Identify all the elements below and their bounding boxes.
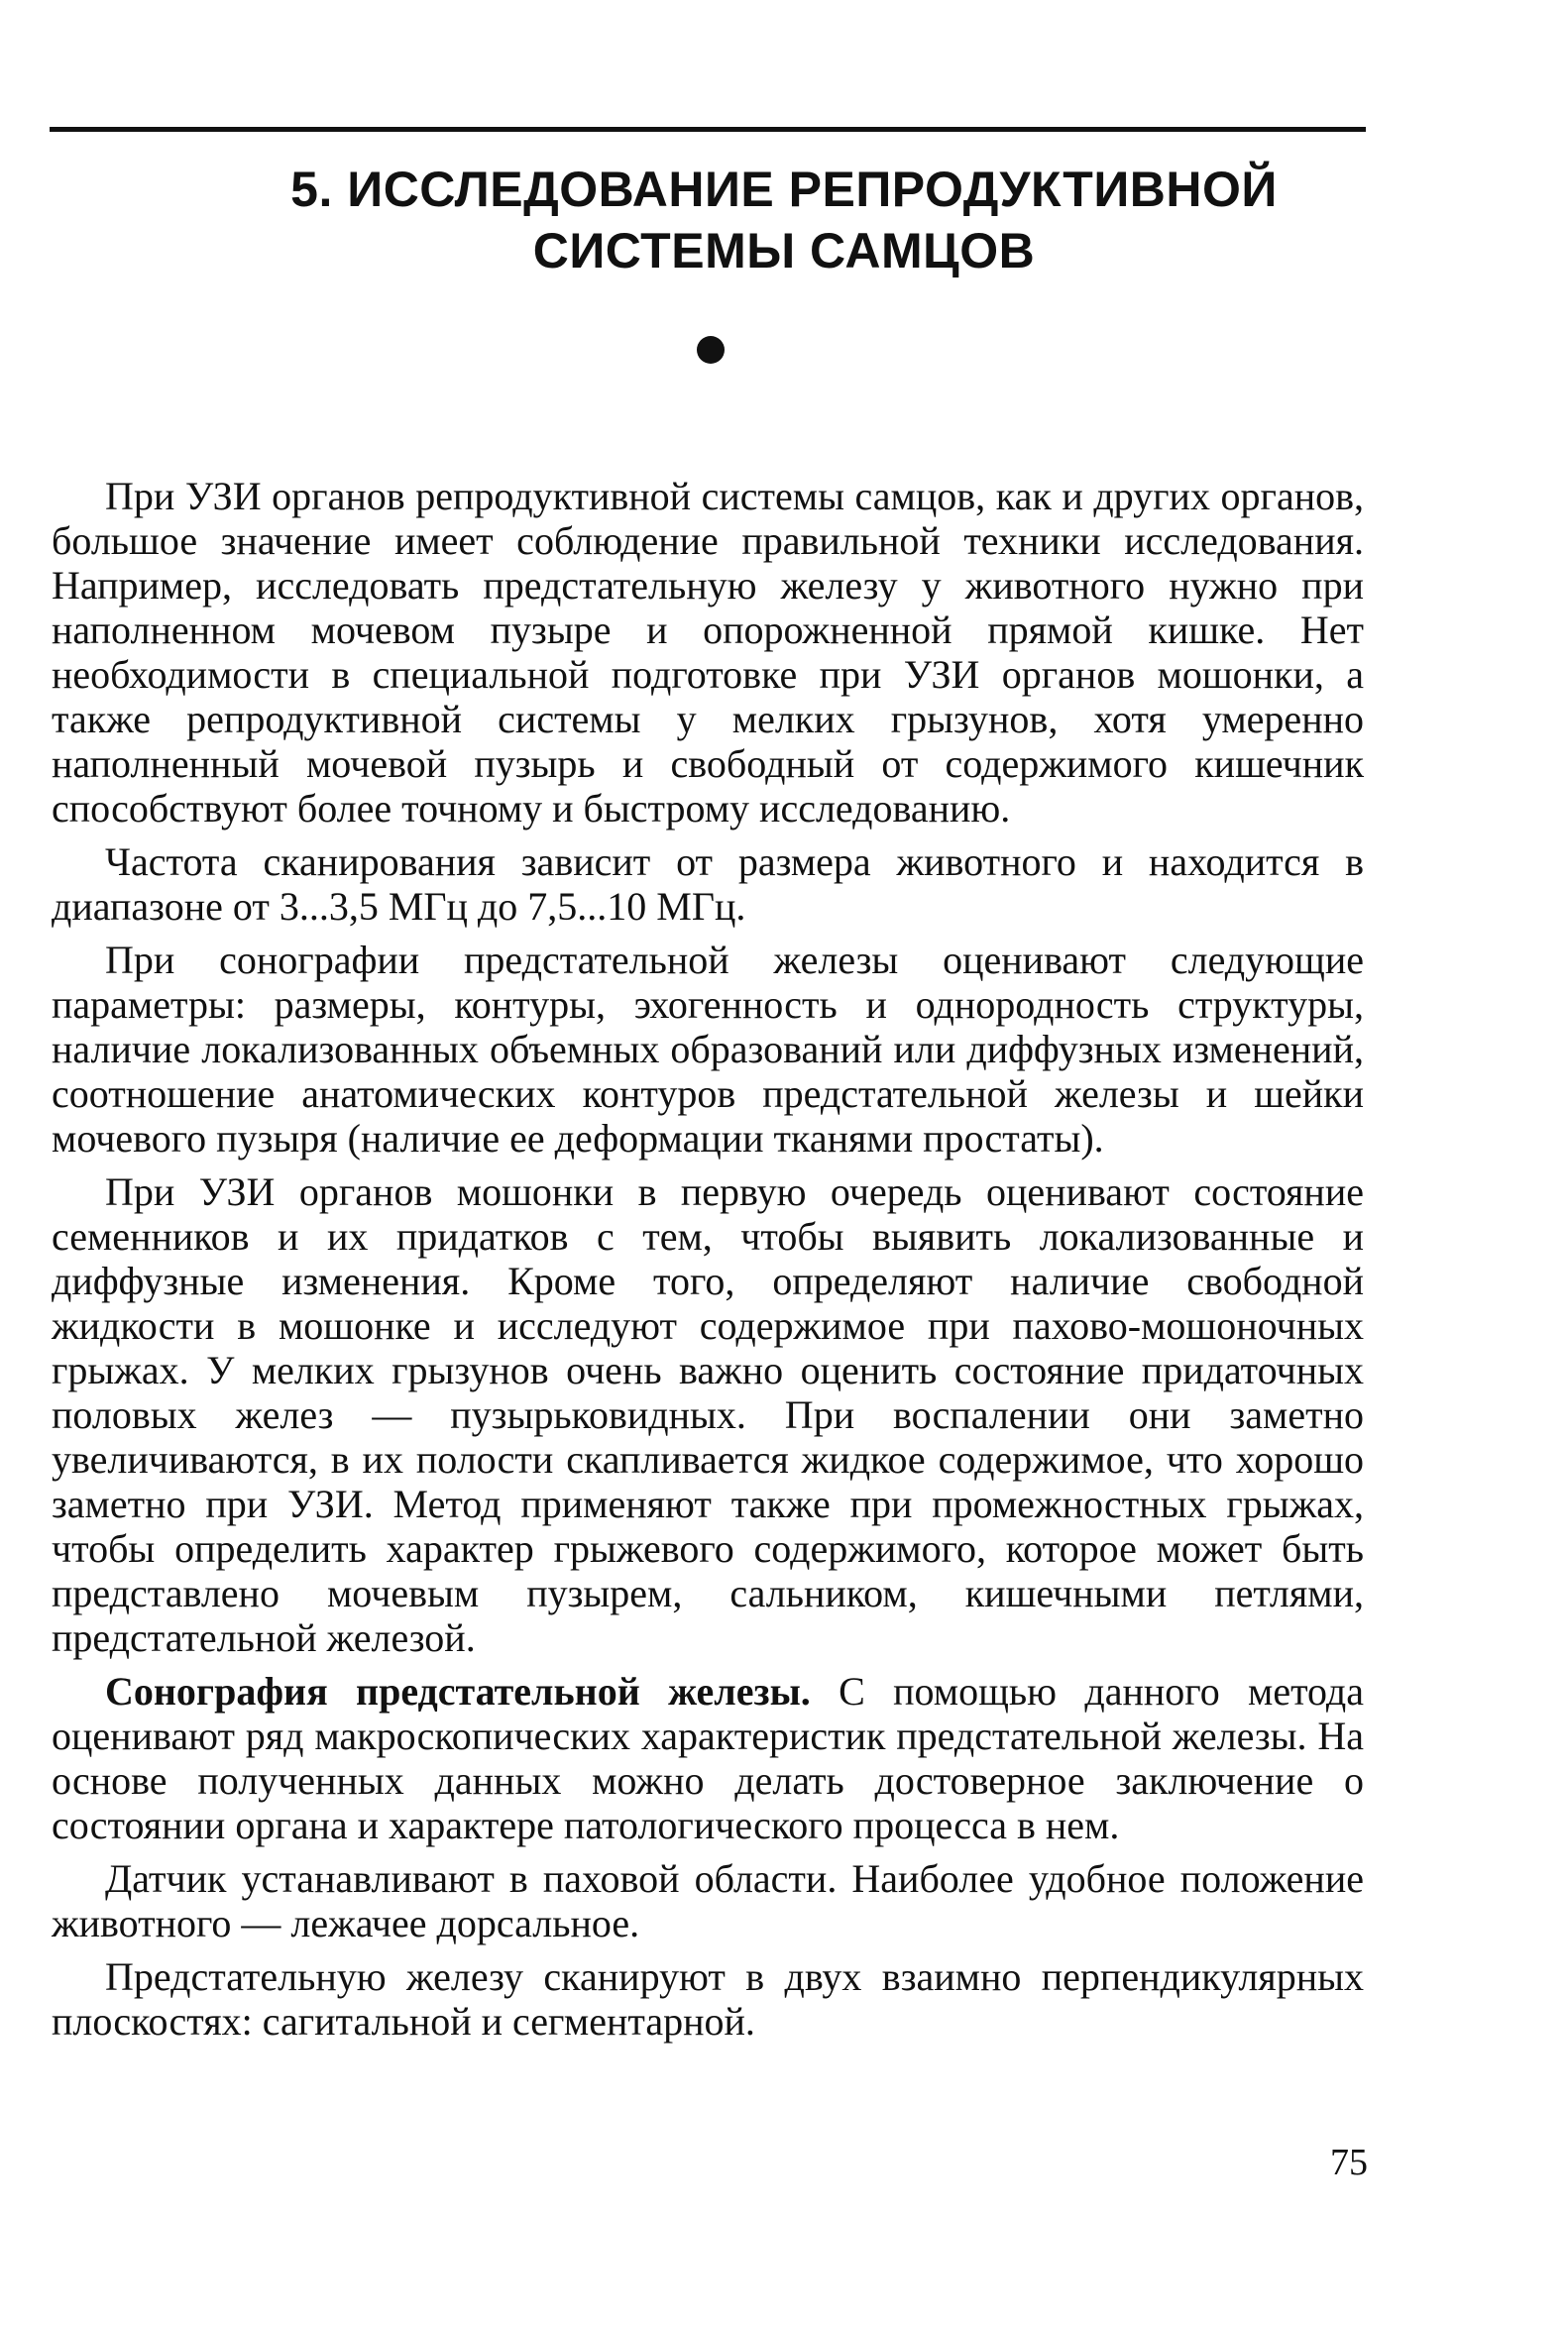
paragraph-6-text: Датчик устанавливают в паховой области. Наиболее удобное положение животного — лежачее дорсальное.	[52, 1856, 1364, 1945]
paragraph-1-text: При УЗИ органов репродуктивной системы самцов, как и других органов, большое значение имеет соблюдение правильной техники исследования. Например, исследовать предстательную железу у животного нужно при наполненном мочевом пузыре и опорожненной прямой кишке. Нет необходимости в специальной подготовке при УЗИ органов мошонки, а также репродуктивной системы у мелких грызунов, хотя умеренно наполненный мочевой пузырь и свободный от содержимого кишечник способствуют более точному и быстрому исследованию.	[52, 474, 1364, 831]
paragraph-5-text: С помощью данного метода оценивают ряд макроскопических характеристик предстательной железы. На основе полученных данных можно делать достоверное заключение о состоянии органа и характере патологического процесса в нем.	[52, 1669, 1364, 1847]
paragraph-5-lead: Сонография предстательной железы.	[105, 1669, 811, 1714]
paragraph-2-text: Частота сканирования зависит от размера животного и находится в диапазоне от 3...3,5 МГц до 7,5...10 МГц.	[52, 839, 1364, 929]
paragraph-6	[52, 1856, 1364, 1945]
paragraph-1	[52, 474, 1364, 831]
bullet-ornament	[697, 336, 725, 364]
paragraph-2	[52, 839, 1364, 929]
paragraph-3	[52, 938, 1364, 1161]
chapter-title-line-1: 5. ИССЛЕДОВАНИЕ РЕПРОДУКТИВНОЙ	[290, 162, 1278, 217]
page-number: 75	[1330, 2142, 1368, 2183]
paragraph-7	[52, 1954, 1364, 2044]
paragraph-5	[52, 1669, 1364, 1847]
body-text	[52, 474, 1364, 2052]
chapter-title	[0, 159, 1568, 281]
paragraph-4-text: При УЗИ органов мошонки в первую очередь оценивают состояние семенников и их придатков с тем, чтобы выявить локализованные и диффузные изменения. Кроме того, определяют наличие свободной жидкости в мошонке и исследуют содержимое при пахово-мошоночных грыжах. У мелких грызунов очень важно оценить состояние придаточных половых желез — пузырьковидных. При воспалении они заметно увеличиваются, в их полости скапливается жидкое содержимое, что хорошо заметно при УЗИ. Метод применяют также при промежностных грыжах, чтобы определить характер грыжевого содержимого, которое может быть представлено мочевым пузырем, сальником, кишечными петлями, предстательной железой.	[52, 1169, 1364, 1660]
top-rule	[50, 127, 1366, 132]
paragraph-3-text: При сонографии предстательной железы оценивают следующие параметры: размеры, контуры, эхогенность и однородность структуры, наличие локализованных объемных образований или диффузных изменений, соотношение анатомических контуров предстательной железы и шейки мочевого пузыря (наличие ее деформации тканями простаты).	[52, 938, 1364, 1161]
paragraph-4	[52, 1169, 1364, 1660]
paragraph-7-text: Предстательную железу сканируют в двух взаимно перпендикулярных плоскостях: сагитальной и сегментарной.	[52, 1954, 1364, 2044]
chapter-title-line-2: СИСТЕМЫ САМЦОВ	[532, 223, 1036, 278]
